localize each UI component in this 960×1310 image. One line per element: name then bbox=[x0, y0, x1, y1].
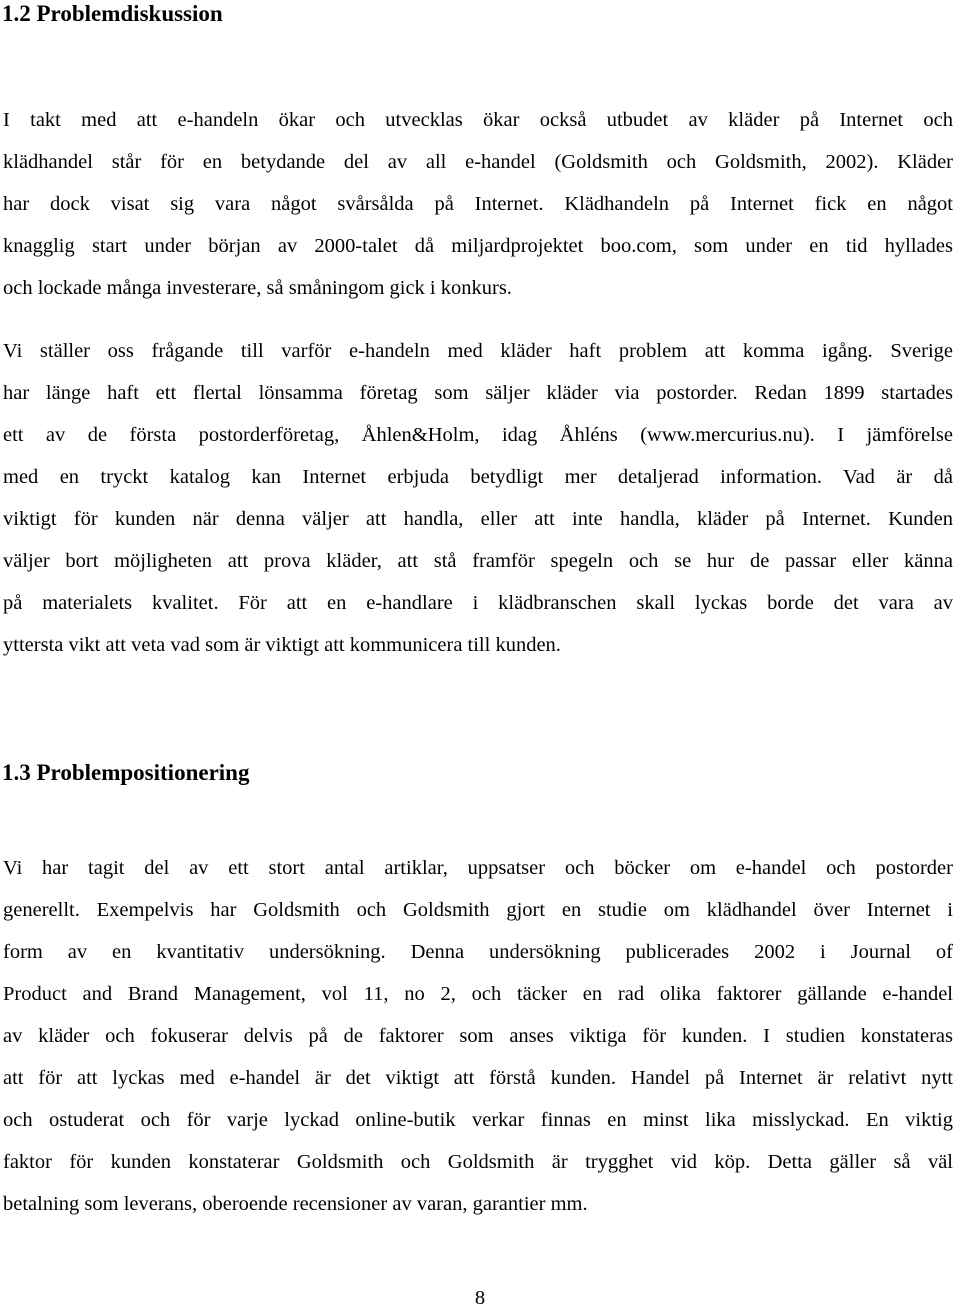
paragraph-problempositionering-1 bbox=[3, 847, 953, 1225]
section-heading-problemdiskussion: 1.2 Problemdiskussion bbox=[2, 1, 223, 26]
paragraph-problemdiskussion-1 bbox=[3, 99, 953, 309]
text-line: ett av de första postorderföretag, Åhlen&Holm, idag Åhléns (www.mercurius.nu). I jämförelse bbox=[3, 424, 953, 446]
text-line: generellt. Exempelvis har Goldsmith och Goldsmith gjort en studie om klädhandel över Internet i bbox=[3, 899, 953, 921]
text-line: att för att lyckas med e-handel är det viktigt att förstå kunden. Handel på Internet är relativt nytt bbox=[3, 1067, 953, 1089]
text-line: av kläder och fokuserar delvis på de faktorer som anses viktiga för kunden. I studien konstateras bbox=[3, 1025, 953, 1047]
text-line: och lockade många investerare, så småningom gick i konkurs. bbox=[3, 277, 512, 299]
text-line: knagglig start under början av 2000-talet då miljardprojektet boo.com, som under en tid hyllades bbox=[3, 235, 953, 257]
text-line: med en tryckt katalog kan Internet erbjuda betydligt mer detaljerad information. Vad är då bbox=[3, 466, 953, 488]
text-line: Vi har tagit del av ett stort antal artiklar, uppsatser och böcker om e-handel och postorder bbox=[3, 857, 953, 879]
text-line: har dock visat sig vara något svårsålda på Internet. Klädhandeln på Internet fick en något bbox=[3, 193, 953, 215]
text-line: viktigt för kunden när denna väljer att handla, eller att inte handla, kläder på Internet. Kunden bbox=[3, 508, 953, 530]
section-heading-problempositionering: 1.3 Problempositionering bbox=[2, 760, 250, 785]
text-line: faktor för kunden konstaterar Goldsmith och Goldsmith är trygghet vid köp. Detta gäller så väl bbox=[3, 1151, 953, 1173]
text-line: Product and Brand Management, vol 11, no 2, och täcker en rad olika faktorer gällande e-handel bbox=[3, 983, 953, 1005]
text-line: väljer bort möjligheten att prova kläder, att stå framför spegeln och se hur de passar eller känna bbox=[3, 550, 953, 572]
text-line: yttersta vikt att veta vad som är viktigt att kommunicera till kunden. bbox=[3, 634, 561, 656]
text-line: I takt med att e-handeln ökar och utvecklas ökar också utbudet av kläder på Internet och bbox=[3, 109, 953, 131]
text-line: betalning som leverans, oberoende recensioner av varan, garantier mm. bbox=[3, 1193, 588, 1215]
text-line: har länge haft ett flertal lönsamma företag som säljer kläder via postorder. Redan 1899 startades bbox=[3, 382, 953, 404]
text-line: form av en kvantitativ undersökning. Denna undersökning publicerades 2002 i Journal of bbox=[3, 941, 953, 963]
text-line: klädhandel står för en betydande del av all e-handel (Goldsmith och Goldsmith, 2002). Kläder bbox=[3, 151, 953, 173]
text-line: Vi ställer oss frågande till varför e-handeln med kläder haft problem att komma igång. Sverige bbox=[3, 340, 953, 362]
paragraph-problemdiskussion-2 bbox=[3, 330, 953, 666]
text-line: och ostuderat och för varje lyckad online-butik verkar finnas en minst lika misslyckad. En viktig bbox=[3, 1109, 953, 1131]
text-line: på materialets kvalitet. För att en e-handlare i klädbranschen skall lyckas borde det vara av bbox=[3, 592, 953, 614]
page-number: 8 bbox=[474, 1287, 486, 1309]
